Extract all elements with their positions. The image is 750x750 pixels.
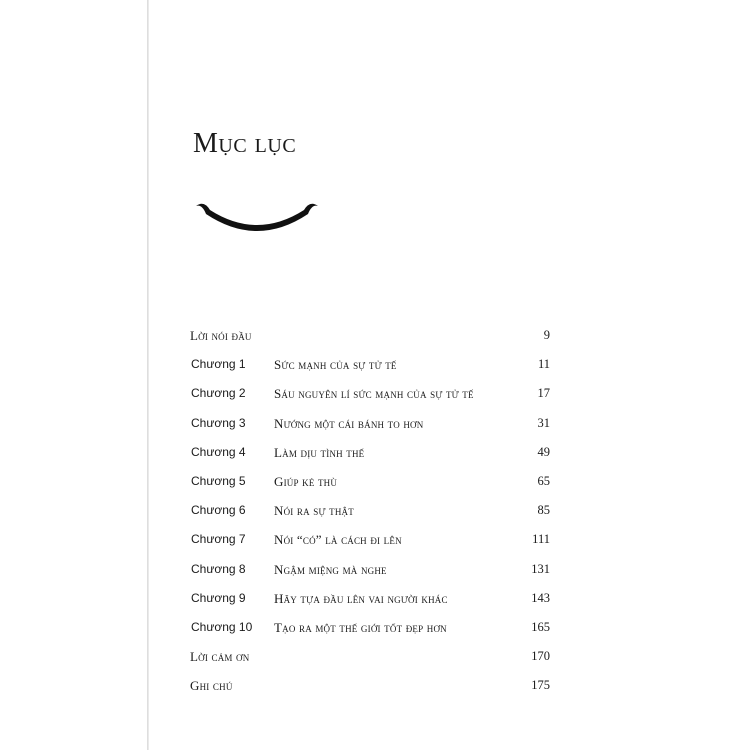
toc-entry-chapter-4[interactable] [190,439,550,468]
toc-entry-title: Sáu nguyên lí sức mạnh của sự tử tế [274,386,474,402]
page-gutter [147,0,149,750]
toc-entry-page: 65 [537,473,550,488]
toc-entry-page: 175 [531,678,550,693]
toc-entry-chapter: Chương 8 [191,561,246,576]
toc-entry-page: 131 [531,561,550,576]
toc-entry-title: Ngậm miệng mà nghe [274,561,387,577]
toc-entry-title: Lời cảm ơn [190,649,250,665]
toc-entry-chapter-9[interactable] [190,585,550,614]
toc-entry-title: Tạo ra một thế giới tốt đẹp hơn [274,619,447,635]
smile-icon [192,196,322,236]
toc-entry-notes[interactable] [190,672,550,701]
toc-entry-chapter: Chương 2 [191,386,246,401]
toc-entry-chapter-1[interactable] [190,351,550,380]
toc-entry-chapter: Chương 6 [191,503,246,518]
toc-entry-chapter-7[interactable] [190,526,550,555]
toc-entry-chapter: Chương 5 [191,473,246,488]
toc-entry-chapter-10[interactable] [190,614,550,643]
toc-entry-title: Lời nói đầu [190,328,252,343]
toc-entry-page: 31 [537,415,550,430]
toc-entry-chapter: Chương 4 [191,444,246,459]
toc-entry-page: 49 [537,444,550,459]
toc-entry-page: 11 [537,357,550,372]
toc-entry-page: 17 [537,386,550,401]
toc-entry-title: Nói “có” là cách đi lên [274,532,402,548]
toc-entry-title: Giúp kẻ thù [274,473,338,489]
toc-entry-chapter: Chương 9 [191,590,246,605]
toc-entry-chapter-8[interactable] [190,556,550,585]
toc-entry-page: 85 [537,503,550,518]
toc-entry-title: Làm dịu tình thế [274,444,365,460]
toc-entry-page: 170 [531,649,550,664]
toc-entry-page: 165 [531,619,550,634]
toc-entry-front[interactable] [190,322,550,351]
toc-entry-chapter: Chương 7 [191,532,246,547]
toc-entry-page: 143 [531,590,550,605]
toc-entry-chapter-6[interactable] [190,497,550,526]
toc-entry-title: Nướng một cái bánh to hơn [274,415,424,431]
toc-entry-acknowledgements[interactable] [190,643,550,672]
toc-entry-title: Ghi chú [190,678,233,694]
toc-entry-chapter-3[interactable] [190,410,550,439]
toc-entry-page: 111 [532,532,550,547]
toc-entry-chapter-5[interactable] [190,468,550,497]
toc-entry-title: Hãy tựa đầu lên vai người khác [274,590,448,606]
page-title: Mục lục [193,128,297,159]
toc-entry-chapter: Chương 1 [191,357,246,372]
toc-entry-chapter: Chương 10 [191,619,253,634]
toc-entry-chapter-2[interactable] [190,380,550,409]
toc-entry-page: 9 [543,328,550,342]
table-of-contents [190,322,550,701]
toc-entry-title: Nói ra sự thật [274,503,354,519]
toc-entry-chapter: Chương 3 [191,415,246,430]
toc-entry-title: Sức mạnh của sự tử tế [274,357,397,373]
